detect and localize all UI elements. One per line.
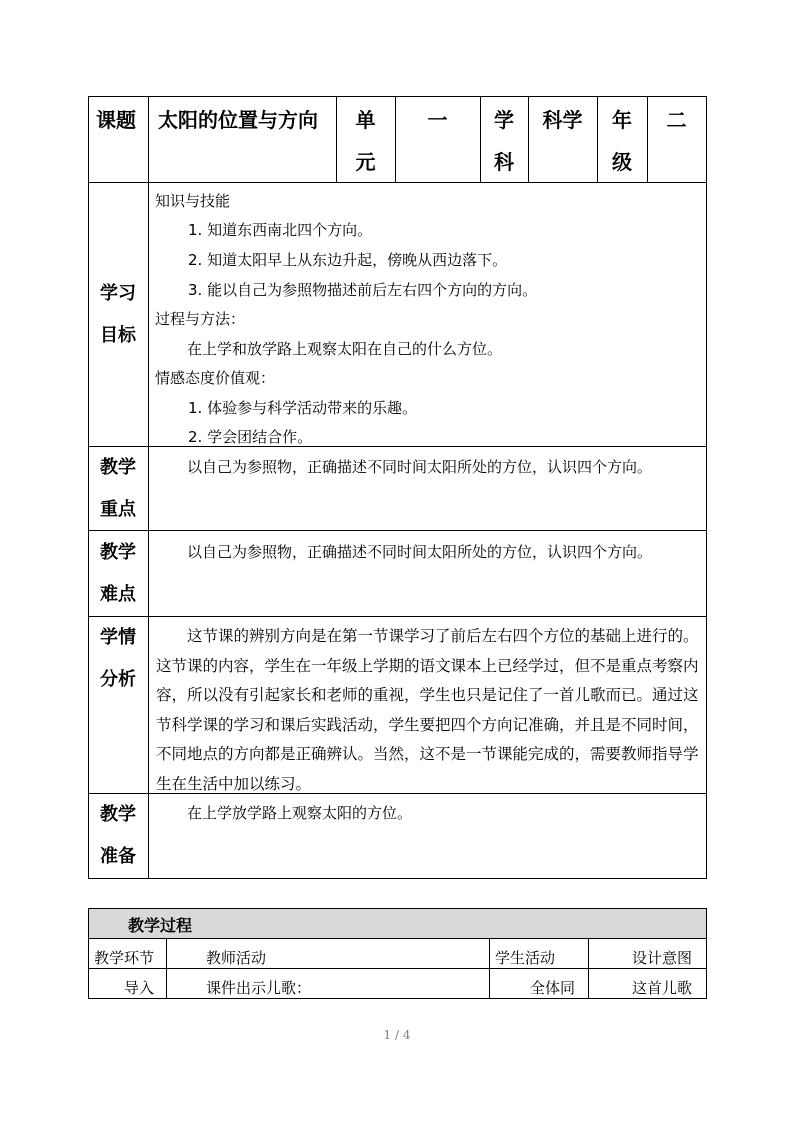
page-number: 1 / 4 [383,1028,411,1042]
key-points-label: 教学 重点 [100,457,136,520]
knowledge-item: 3. 能以自己为参照物描述前后左右四个方向的方向。 [188,281,538,299]
objectives-label: 学习 目标 [100,283,136,346]
emotion-item: 1. 体验参与科学活动带来的乐趣。 [188,399,418,417]
analysis-text: 这节课的辨别方向是在第一节课学习了前后左右四个方位的基础上进行的。这节课的内容，学生在一年级上学期的语文课本上已经学过，但不是重点考察内容，所以没有引起家长和老师的重视，学生也只是记住了一首儿歌而已。通过这节科学课的学习和课后实践活动，学生要把四个方向记准确，并且是不同时间，不同地点的方向都是正确辨认。当然，这不是一节课能完成的，需要教师指导学生在生活中加以练习。 [156,627,699,793]
subject-value: 科学 [542,108,583,132]
emotion-item: 2. 学会团结合作。 [188,428,313,446]
column-header: 教学环节 [94,949,155,967]
subject-label: 学 科 [494,108,514,174]
unit-label: 单 元 [355,108,376,174]
topic-label: 课题 [96,108,136,132]
grade-label: 年 级 [612,108,632,174]
difficulties-text: 以自己为参照物，正确描述不同时间太阳所处的方位，认识四个方向。 [187,543,653,561]
preparation-text: 在上学放学路上观察太阳的方位。 [187,804,413,822]
unit-value: 一 [427,108,448,132]
topic-value: 太阳的位置与方向 [158,108,318,132]
knowledge-item: 2. 知道太阳早上从东边升起，傍晚从西边落下。 [188,251,508,269]
key-points-text: 以自己为参照物，正确描述不同时间太阳所处的方位，认识四个方向。 [187,458,653,476]
grade-value: 二 [666,108,687,132]
column-header: 学生活动 [495,949,556,967]
column-header: 设计意图 [631,949,692,967]
table-cell: 这首儿歌 [631,979,692,997]
knowledge-item: 1. 知道东西南北四个方向。 [188,221,373,239]
knowledge-heading: 知识与技能 [155,192,231,210]
process-heading: 过程与方法： [155,310,246,328]
analysis-label: 学情 分析 [100,627,136,690]
table-cell: 课件出示儿歌： [206,979,312,997]
analysis-cell [149,622,706,799]
emotion-heading: 情感态度价值观： [155,369,276,387]
table-cell: 导入 [124,979,155,997]
lesson-info-table [88,96,707,879]
table-cell: 全体同 [529,979,575,997]
difficulties-label: 教学 难点 [100,542,136,605]
column-header: 教师活动 [206,949,267,967]
process-text: 在上学和放学路上观察太阳在自己的什么方位。 [187,340,503,358]
preparation-label: 教学 准备 [100,804,136,867]
process-title: 教学过程 [128,916,193,935]
teaching-process-table [88,908,707,999]
